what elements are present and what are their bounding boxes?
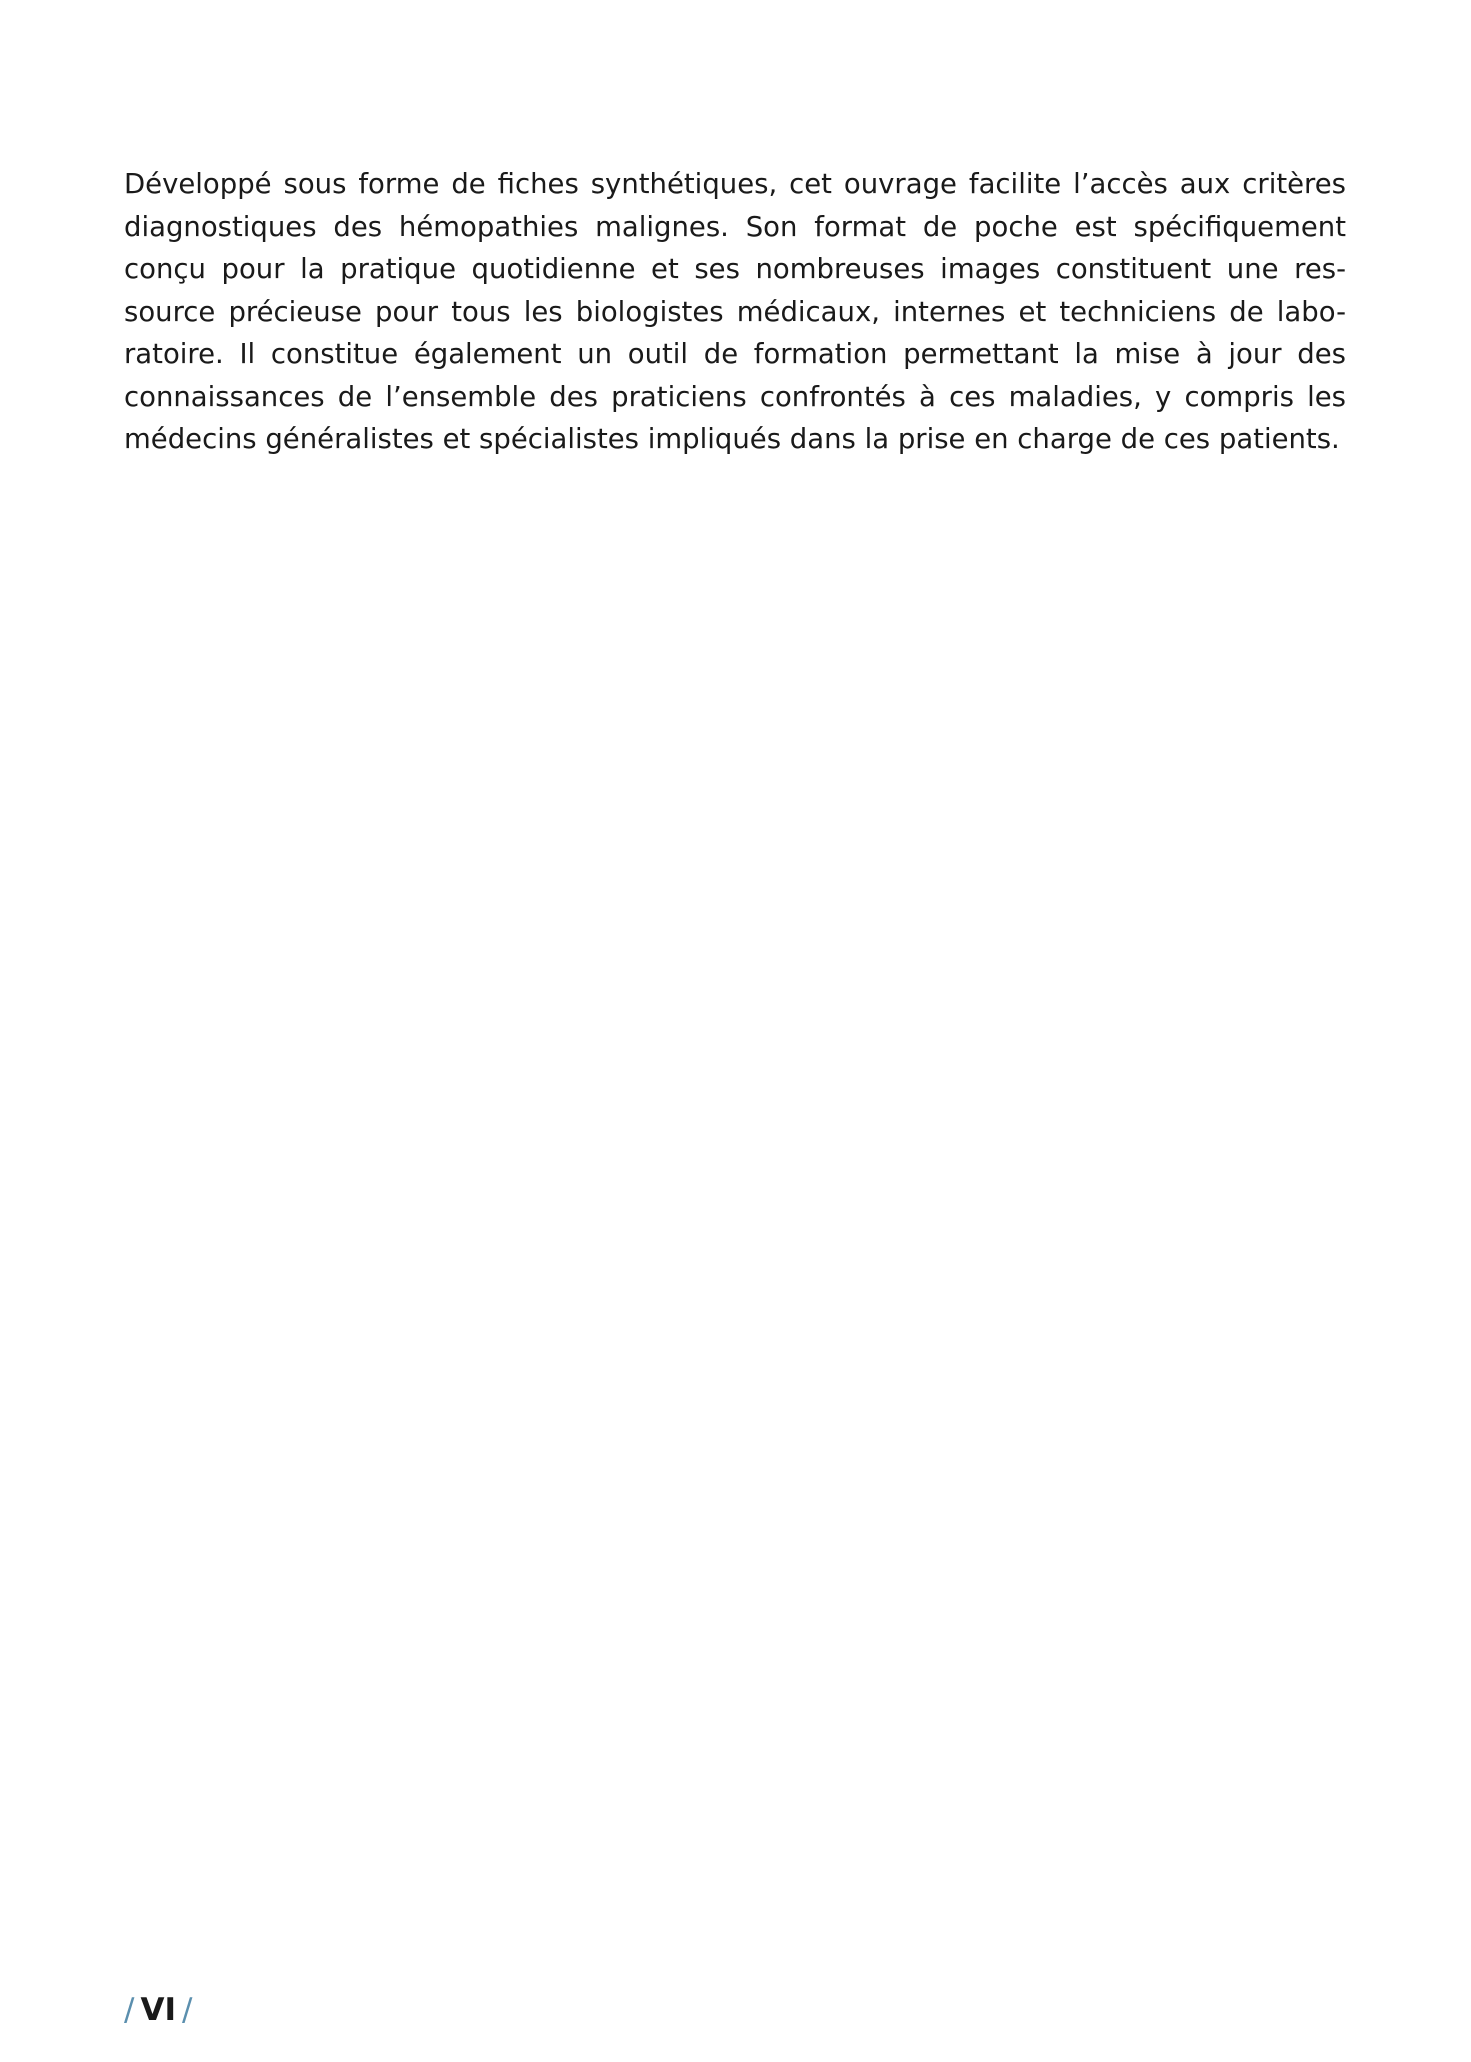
paragraph-line-3: conçu pour la pratique quotidienne et ses nombreuses images constituent une res- xyxy=(124,253,1346,285)
paragraph-line-5: ratoire. Il constitue également un outil de formation permettant la mise à jour des xyxy=(124,338,1346,370)
paragraph-line-6: connaissances de l’ensemble des praticiens confrontés à ces maladies, y compris les xyxy=(124,380,1346,413)
page-number: VI xyxy=(140,1992,176,2028)
folio-right-slash: / xyxy=(181,1992,193,2028)
paragraph-line-1: Développé sous forme de fiches synthétiques, cet ouvrage facilite l’accès aux critères xyxy=(124,168,1346,200)
body-paragraph xyxy=(124,163,1346,461)
folio-left-slash: / xyxy=(124,1992,135,2028)
paragraph-line-7: médecins généralistes et spécialistes impliqués dans la prise en charge de ces patients. xyxy=(124,423,1340,455)
page-folio xyxy=(124,1990,192,2030)
paragraph-line-4: source précieuse pour tous les biologistes médicaux, internes et techniciens de labo- xyxy=(124,295,1346,328)
paragraph-line-2: diagnostiques des hémopathies malignes. Son format de poche est spécifiquement xyxy=(124,210,1346,243)
